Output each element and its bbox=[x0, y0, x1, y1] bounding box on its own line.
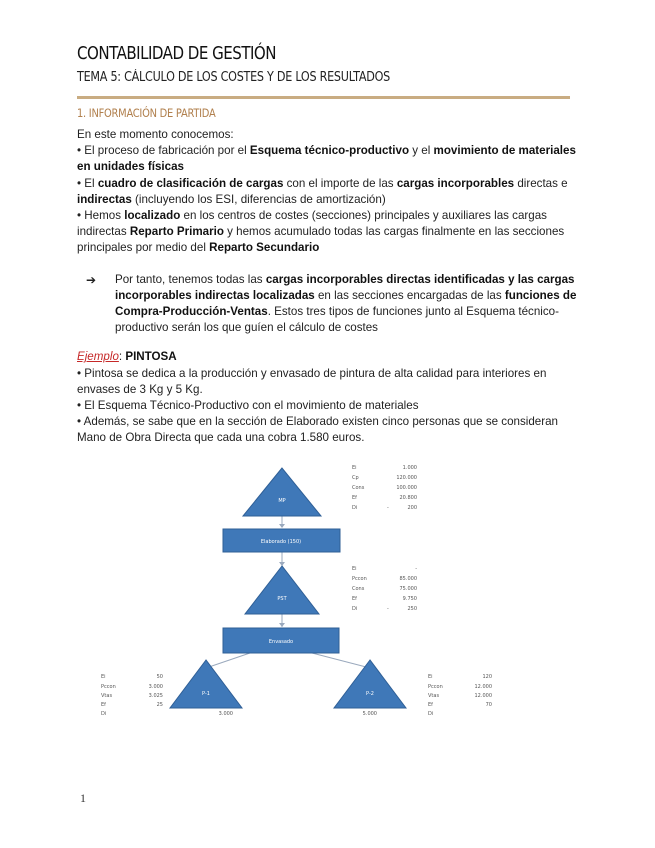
intro-line: En este momento conocemos: bbox=[77, 128, 234, 141]
arrow-right-icon: ➔ bbox=[86, 272, 97, 287]
mp-label: MP bbox=[278, 498, 286, 504]
table-cell: - bbox=[387, 606, 389, 612]
table-cell: 250 bbox=[407, 606, 417, 612]
table-cell: 120.000 bbox=[396, 475, 417, 481]
table-cell: Cp bbox=[352, 475, 359, 481]
elaborado-label: Elaborado (150) bbox=[260, 539, 302, 545]
table-cell: Di bbox=[428, 711, 434, 717]
table-cell: Ef bbox=[352, 596, 357, 602]
table-cell: Cons bbox=[352, 586, 365, 592]
table-cell: Ef bbox=[101, 702, 106, 708]
example-company: PINTOSA bbox=[125, 350, 177, 364]
mp-triangle bbox=[243, 468, 321, 516]
table-cell: Di bbox=[352, 606, 358, 612]
table-cell: 12.000 bbox=[474, 684, 492, 690]
table-cell: Ei bbox=[352, 465, 357, 471]
table-cell: 12.000 bbox=[474, 693, 492, 699]
mp-movement-table bbox=[352, 465, 417, 511]
table-cell: 3.025 bbox=[148, 693, 163, 699]
table-cell: 1.000 bbox=[402, 465, 417, 471]
bullet-localizado: • Hemos localizado en los centros de costes (secciones) principales y auxiliares las cargas indirectas Reparto Primario y hemos acumulado todas las cargas finalmente en las secciones principales por medio del Reparto Secundario bbox=[77, 209, 565, 255]
bullet-cuadro: • El cuadro de clasificación de cargas con el importe de las cargas incorporables directas e indirectas (incluyendo los ESI, diferencias de amortización) bbox=[77, 176, 568, 206]
table-cell: Ef bbox=[352, 495, 357, 501]
connector-envasado-p2 bbox=[312, 653, 370, 668]
table-cell: Ef bbox=[428, 702, 433, 708]
table-cell: Ei bbox=[428, 674, 433, 680]
table-cell: Di bbox=[101, 711, 107, 717]
conclusion-text: Por tanto, tenemos todas las cargas incorporables directas identificadas y las cargas incorporables indirectas localizadas en las secciones encargadas de las funciones de Compra-Producción-Ventas. Estos tres tipos de funciones junto al Esquema técnico-productivo serán los que guíen el cálculo de costes bbox=[115, 272, 577, 335]
table-cell: 3.000 bbox=[148, 684, 163, 690]
example-label: Ejemplo bbox=[77, 350, 119, 364]
document-title: CONTABILIDAD DE GESTIÓN bbox=[77, 44, 276, 64]
p2-total: 5.000 bbox=[362, 711, 377, 717]
table-cell: Pccon bbox=[428, 684, 443, 690]
table-cell: Vtas bbox=[428, 693, 440, 699]
table-cell: 100.000 bbox=[396, 485, 417, 491]
pst-label: PST bbox=[277, 596, 287, 602]
table-cell: Ei bbox=[352, 566, 357, 572]
table-cell: 70 bbox=[485, 702, 492, 708]
table-cell: 85.000 bbox=[399, 576, 417, 582]
table-cell: 25 bbox=[156, 702, 163, 708]
p2-triangle bbox=[334, 660, 406, 708]
table-cell: Cons bbox=[352, 485, 365, 491]
table-cell: - bbox=[387, 505, 389, 511]
document-subtitle: TEMA 5: CÁLCULO DE LOS COSTES Y DE LOS RESULTADOS bbox=[77, 70, 390, 85]
p1-triangle bbox=[170, 660, 242, 708]
table-cell: Di bbox=[352, 505, 358, 511]
table-cell: 120 bbox=[482, 674, 492, 680]
pst-movement-table bbox=[352, 566, 417, 612]
arrowhead-mp bbox=[279, 524, 285, 528]
example-heading: Ejemplo: PINTOSA bbox=[77, 350, 177, 364]
page-number: 1 bbox=[80, 791, 86, 805]
p1-label: P-1 bbox=[202, 691, 210, 697]
example-bullet-2: • El Esquema Técnico-Productivo con el movimiento de materiales bbox=[77, 399, 419, 413]
arrowhead-pst bbox=[279, 623, 285, 627]
pst-triangle bbox=[245, 566, 319, 614]
table-cell: 20.800 bbox=[399, 495, 417, 501]
example-bullet-3: • Además, se sabe que en la sección de Elaborado existen cinco personas que se consideran Mano de Obra Directa que cada una cobra 1.580 euros. bbox=[77, 415, 558, 445]
p2-label: P-2 bbox=[366, 691, 374, 697]
table-cell: Ei bbox=[101, 674, 106, 680]
table-cell: Vtas bbox=[101, 693, 113, 699]
table-cell: Pccon bbox=[352, 576, 367, 582]
section-heading: 1. INFORMACIÓN DE PARTIDA bbox=[77, 106, 216, 120]
table-cell: 200 bbox=[407, 505, 417, 511]
example-bullet-1: • Pintosa se dedica a la producción y envasado de pintura de alta calidad para interiores en envases de 3 Kg y 5 Kg. bbox=[77, 366, 547, 396]
envasado-label: Envasado bbox=[268, 639, 294, 645]
table-cell: 50 bbox=[156, 674, 163, 680]
table-cell: 75.000 bbox=[399, 586, 417, 592]
table-cell: Pccon bbox=[101, 684, 116, 690]
table-cell: - bbox=[415, 566, 417, 572]
bullet-esquema: • El proceso de fabricación por el Esquema técnico-productivo y el movimiento de materiales en unidades físicas bbox=[77, 144, 576, 174]
table-cell: 9.750 bbox=[402, 596, 417, 602]
connector-envasado-p1 bbox=[206, 653, 250, 668]
p1-total: 3.000 bbox=[218, 711, 233, 717]
